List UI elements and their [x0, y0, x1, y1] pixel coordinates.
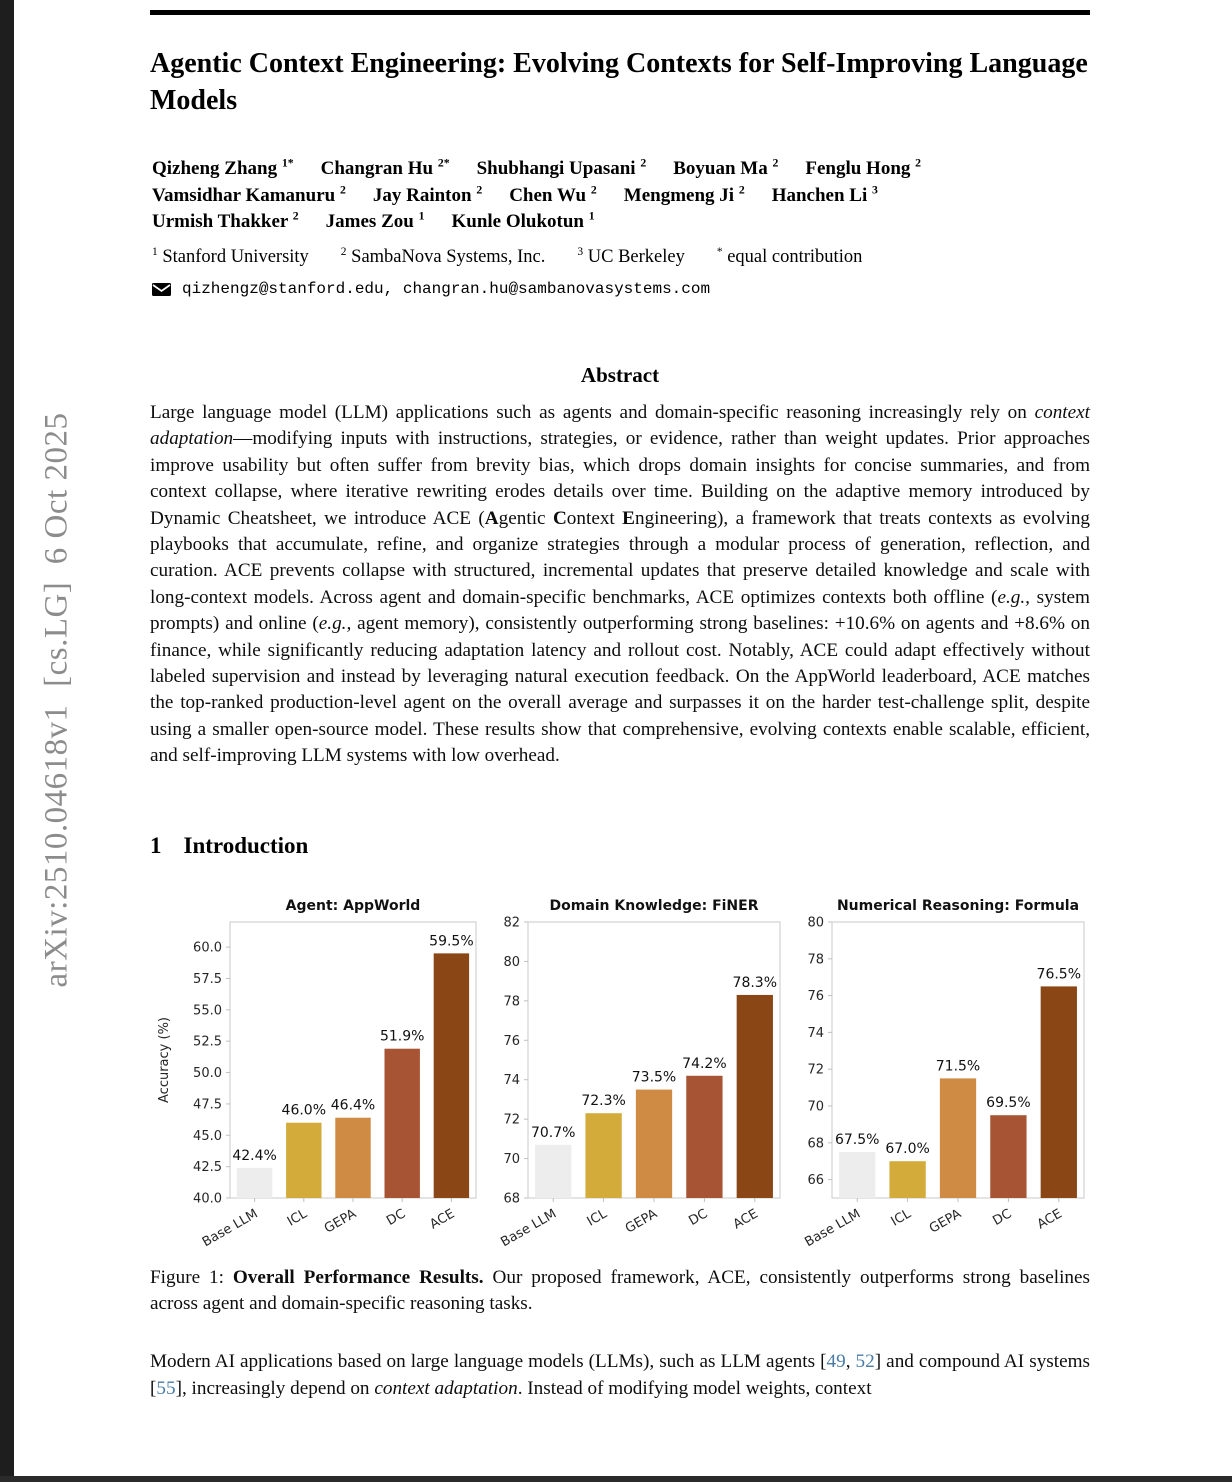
paper-title: Agentic Context Engineering: Evolving Contexts for Self-Improving Language Models — [150, 48, 1088, 116]
envelope-icon — [152, 283, 171, 296]
citation-link[interactable]: 49 — [826, 1351, 846, 1372]
svg-text:Numerical Reasoning: Formula: Numerical Reasoning: Formula — [836, 898, 1080, 914]
svg-text:42.4%: 42.4% — [232, 1147, 277, 1164]
chart-canvas — [788, 892, 1092, 1260]
svg-text:80: 80 — [807, 915, 824, 931]
svg-text:73.5%: 73.5% — [631, 1069, 677, 1086]
author-name: Fenglu Hong $^2$ — [805, 156, 922, 179]
svg-text:70: 70 — [503, 1152, 520, 1168]
email-line — [152, 280, 710, 298]
bar-chart-domain-knowledge-finer — [484, 892, 788, 1260]
text-segment: Overall Performance Results. — [232, 1267, 484, 1288]
svg-text:71.5%: 71.5% — [935, 1058, 981, 1075]
chart-canvas — [484, 892, 788, 1260]
text-segment: e.g., — [997, 586, 1030, 608]
svg-text:46.0%: 46.0% — [281, 1102, 327, 1119]
text-segment: , — [845, 1351, 856, 1372]
abstract-heading: Abstract — [580, 363, 660, 387]
text-segment: system prompts) and online ( — [150, 586, 1090, 635]
svg-text:Base LLM: Base LLM — [802, 1206, 864, 1251]
svg-text:66: 66 — [807, 1173, 824, 1189]
svg-text:52.5: 52.5 — [193, 1034, 222, 1050]
text-segment: agent memory), consistently outperforming strong baselines: +10.6% on agents and +8.6% on finance, while significantly reducing adaptation latency and rollout cost. Notably, ACE could adapt effectively without labeled supervision and instead by leveraging natural execution feedback. On the AppWorld leaderboard, ACE matches the top-ranked production-level agent on the overall average and surpasses it on the harder test-challenge split, despite using a smaller open-source model. These results show that comprehensive, evolving contexts enable scalable, efficient, and self-improving LLM systems with low overhead. — [150, 613, 1090, 767]
svg-text:74: 74 — [807, 1025, 824, 1041]
svg-text:76: 76 — [503, 1033, 520, 1049]
text-segment: A — [484, 507, 499, 529]
abstract-body — [150, 400, 1090, 770]
text-segment: context adaptation — [374, 1377, 518, 1399]
author-name: Boyuan Ma $^2$ — [673, 156, 779, 179]
svg-text:72: 72 — [503, 1112, 520, 1128]
author-name: Qizheng Zhang $^{1*}$ — [152, 156, 294, 179]
svg-text:45.0: 45.0 — [193, 1128, 222, 1144]
svg-text:78.3%: 78.3% — [732, 974, 778, 991]
svg-text:60.0: 60.0 — [193, 940, 222, 956]
svg-text:DC: DC — [384, 1206, 409, 1230]
text-segment: E — [622, 507, 635, 529]
svg-text:GEPA: GEPA — [926, 1206, 964, 1237]
bar-chart-agent-appworld — [152, 892, 484, 1260]
svg-text:51.9%: 51.9% — [379, 1028, 425, 1045]
svg-text:76: 76 — [807, 989, 824, 1005]
svg-text:DC: DC — [990, 1206, 1015, 1230]
text-segment: gentic — [498, 507, 553, 529]
chart-canvas — [152, 892, 484, 1260]
svg-text:ICL: ICL — [888, 1206, 914, 1230]
author-name: Shubhangi Upasani $^2$ — [476, 156, 647, 179]
email-text: qizhengz@stanford.edu, changran.hu@sambanovasystems.com — [182, 280, 711, 298]
page-edge-bottom — [0, 1476, 1232, 1482]
svg-text:74: 74 — [503, 1073, 520, 1089]
affiliation: $^3$ UC Berkeley — [577, 245, 685, 267]
figure-1-caption — [150, 1265, 1090, 1318]
text-segment: Large language model (LLM) applications such as agents and domain-specific reasoning increasingly rely on — [150, 402, 1035, 423]
svg-text:46.4%: 46.4% — [330, 1097, 376, 1114]
svg-text:42.5: 42.5 — [193, 1160, 222, 1176]
svg-text:68: 68 — [503, 1191, 520, 1207]
text-segment: Modern AI applications based on large language models (LLMs), such as LLM agents [ — [150, 1351, 827, 1372]
svg-text:67.5%: 67.5% — [834, 1132, 880, 1148]
text-segment: context adaptation — [150, 402, 1090, 450]
svg-text:78: 78 — [807, 952, 824, 968]
author-name: Changran Hu $^{2*}$ — [320, 156, 450, 179]
svg-text:Base LLM: Base LLM — [199, 1206, 261, 1251]
text-segment: e.g., — [318, 613, 352, 635]
author-name: Hanchen Li $^3$ — [771, 183, 878, 206]
arxiv-watermark: arXiv:2510.04618v1 [cs.LG] 6 Oct 2025 — [38, 412, 75, 988]
text-segment: Our proposed framework, ACE, consistently outperforms strong baselines across agent and domain-specific reasoning tasks. — [150, 1267, 1090, 1315]
svg-text:72: 72 — [807, 1062, 824, 1078]
svg-text:ICL: ICL — [284, 1206, 310, 1230]
svg-text:ACE: ACE — [730, 1206, 761, 1233]
affiliation: $^1$ Stanford University — [152, 245, 309, 267]
svg-text:74.2%: 74.2% — [682, 1055, 727, 1072]
author-name: James Zou $^1$ — [325, 209, 425, 232]
author-name: Urmish Thakker $^2$ — [152, 209, 299, 232]
svg-text:80: 80 — [503, 954, 520, 970]
svg-text:50.0: 50.0 — [193, 1066, 222, 1082]
citation-link[interactable]: 55 — [156, 1377, 176, 1399]
author-block — [152, 156, 1102, 236]
text-segment: —modifying inputs with instructions, strategies, or evidence, rather than weight updates. Prior approaches improve usability but often suffer from brevity bias, which drops domain insights for concise summaries, and from context collapse, where iterative rewriting erodes details over time. Building on the adaptive memory introduced by Dynamic Cheatsheet, we introduce ACE ( — [150, 428, 1090, 529]
author-name: Chen Wu $^2$ — [509, 183, 597, 206]
title-rule — [150, 10, 1090, 15]
svg-text:59.5%: 59.5% — [429, 933, 474, 950]
affiliation: $^2$ SambaNova Systems, Inc. — [340, 245, 546, 267]
svg-text:82: 82 — [503, 915, 520, 931]
text-segment: C — [552, 507, 567, 529]
text-segment: ], increasingly depend on — [175, 1377, 375, 1399]
svg-text:Accuracy (%): Accuracy (%) — [157, 1017, 172, 1103]
svg-text:GEPA: GEPA — [321, 1206, 359, 1237]
svg-text:67.0%: 67.0% — [885, 1141, 930, 1158]
svg-text:55.0: 55.0 — [193, 1003, 222, 1019]
page-edge-left — [0, 0, 14, 1482]
svg-text:ACE: ACE — [1034, 1206, 1065, 1233]
svg-text:57.5: 57.5 — [193, 971, 222, 987]
section-number: 1 — [150, 833, 162, 858]
text-segment: ] and compound AI systems [ — [150, 1351, 1090, 1399]
svg-text:70.7%: 70.7% — [530, 1124, 576, 1141]
bar-chart-numerical-reasoning-formula — [788, 892, 1092, 1260]
svg-text:47.5: 47.5 — [193, 1097, 222, 1113]
author-name: Mengmeng Ji $^2$ — [623, 183, 745, 206]
citation-link[interactable]: 52 — [855, 1351, 875, 1372]
svg-text:ACE: ACE — [427, 1206, 458, 1233]
section-heading-introduction — [150, 833, 308, 859]
intro-paragraph — [150, 1349, 1090, 1403]
svg-text:76.5%: 76.5% — [1036, 966, 1082, 983]
svg-text:Base LLM: Base LLM — [498, 1206, 560, 1251]
text-segment: ngineering), a framework that treats contexts as evolving playbooks that accumulate, refine, and organize strategies through a modular process of generation, reflection, and curation. ACE prevents collapse with structured, incremental updates that preserve detailed knowledge and scale with long-context models. Across agent and domain-specific benchmarks, ACE optimizes contexts both offline ( — [150, 507, 1091, 608]
svg-text:DC: DC — [686, 1206, 711, 1230]
text-segment: Figure 1: — [150, 1267, 233, 1288]
svg-text:69.5%: 69.5% — [986, 1095, 1031, 1112]
affiliation-line — [152, 247, 1102, 268]
svg-text:40.0: 40.0 — [193, 1191, 222, 1207]
author-name: Jay Rainton $^2$ — [372, 183, 483, 206]
svg-text:ICL: ICL — [584, 1206, 610, 1230]
author-name: Kunle Olukotun $^1$ — [451, 209, 595, 232]
author-name: Vamsidhar Kamanuru $^2$ — [152, 183, 346, 206]
svg-text:78: 78 — [503, 994, 520, 1010]
svg-text:Agent: AppWorld: Agent: AppWorld — [285, 898, 421, 914]
svg-text:GEPA: GEPA — [622, 1206, 660, 1237]
svg-text:72.3%: 72.3% — [581, 1093, 626, 1110]
text-segment: . Instead of modifying model weights, context — [517, 1377, 872, 1399]
svg-text:Domain Knowledge: FiNER: Domain Knowledge: FiNER — [549, 898, 759, 914]
author-row — [152, 183, 1102, 210]
section-label: Introduction — [183, 833, 309, 858]
svg-text:70: 70 — [807, 1099, 824, 1115]
author-row — [152, 209, 1102, 236]
author-row — [152, 156, 1102, 183]
svg-text:68: 68 — [807, 1136, 824, 1152]
text-segment: ontext — [566, 507, 623, 529]
figure-1 — [152, 892, 1090, 1260]
affiliation: * equal contribution — [716, 245, 863, 267]
